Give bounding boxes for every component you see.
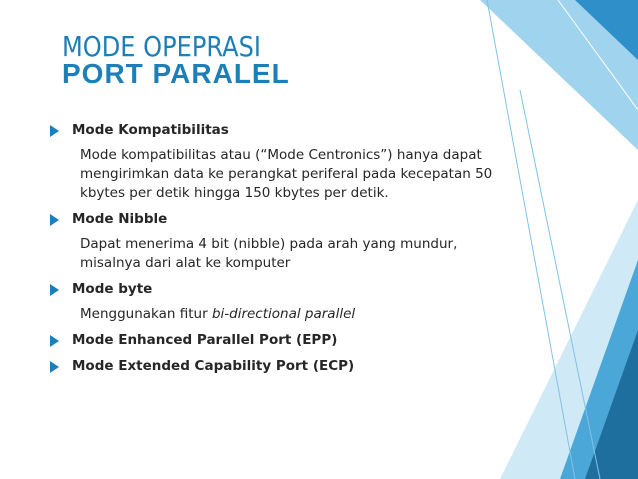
bullet-item-ecp: [50, 356, 490, 382]
bullet-description: Mode kompatibilitas atau (“Mode Centronics”) hanya dapat mengirimkan data ke perangkat periferal pada kecepatan 50 kbytes per detik hingga 150 kbytes per detik.: [80, 147, 493, 201]
bullet-description: Dapat menerima 4 bit (nibble) pada arah yang mundur, misalnya dari alat ke komputer: [80, 236, 458, 271]
bullet-item-byte: [50, 279, 490, 305]
bullet-label: Mode Nibble: [72, 211, 168, 227]
bullet-label: Mode Enhanced Parallel Port (EPP): [72, 332, 338, 348]
bullet-arrow-icon: [50, 125, 59, 137]
bullet-arrow-icon: [50, 214, 59, 226]
bullet-description: [80, 305, 500, 324]
description-text: Menggunakan fitur: [80, 306, 212, 322]
bullet-item-epp: [50, 330, 490, 356]
slide-title-line2: PORT PARALEL: [62, 58, 290, 89]
bullet-label: Mode Kompatibilitas: [72, 122, 229, 138]
bullet-label: Mode byte: [72, 281, 153, 297]
bullet-arrow-icon: [50, 335, 59, 347]
bullet-arrow-icon: [50, 361, 59, 373]
slide-title-line1: MODE OPEPRASI: [62, 30, 261, 63]
bullet-item-nibble: [50, 209, 490, 235]
bullet-arrow-icon: [50, 284, 59, 296]
bullet-label: Mode Extended Capability Port (ECP): [72, 358, 355, 374]
bullet-item-kompatibilitas: [50, 120, 490, 146]
slide-content: [50, 120, 493, 382]
description-italic-text: bi-directional parallel: [211, 306, 356, 322]
